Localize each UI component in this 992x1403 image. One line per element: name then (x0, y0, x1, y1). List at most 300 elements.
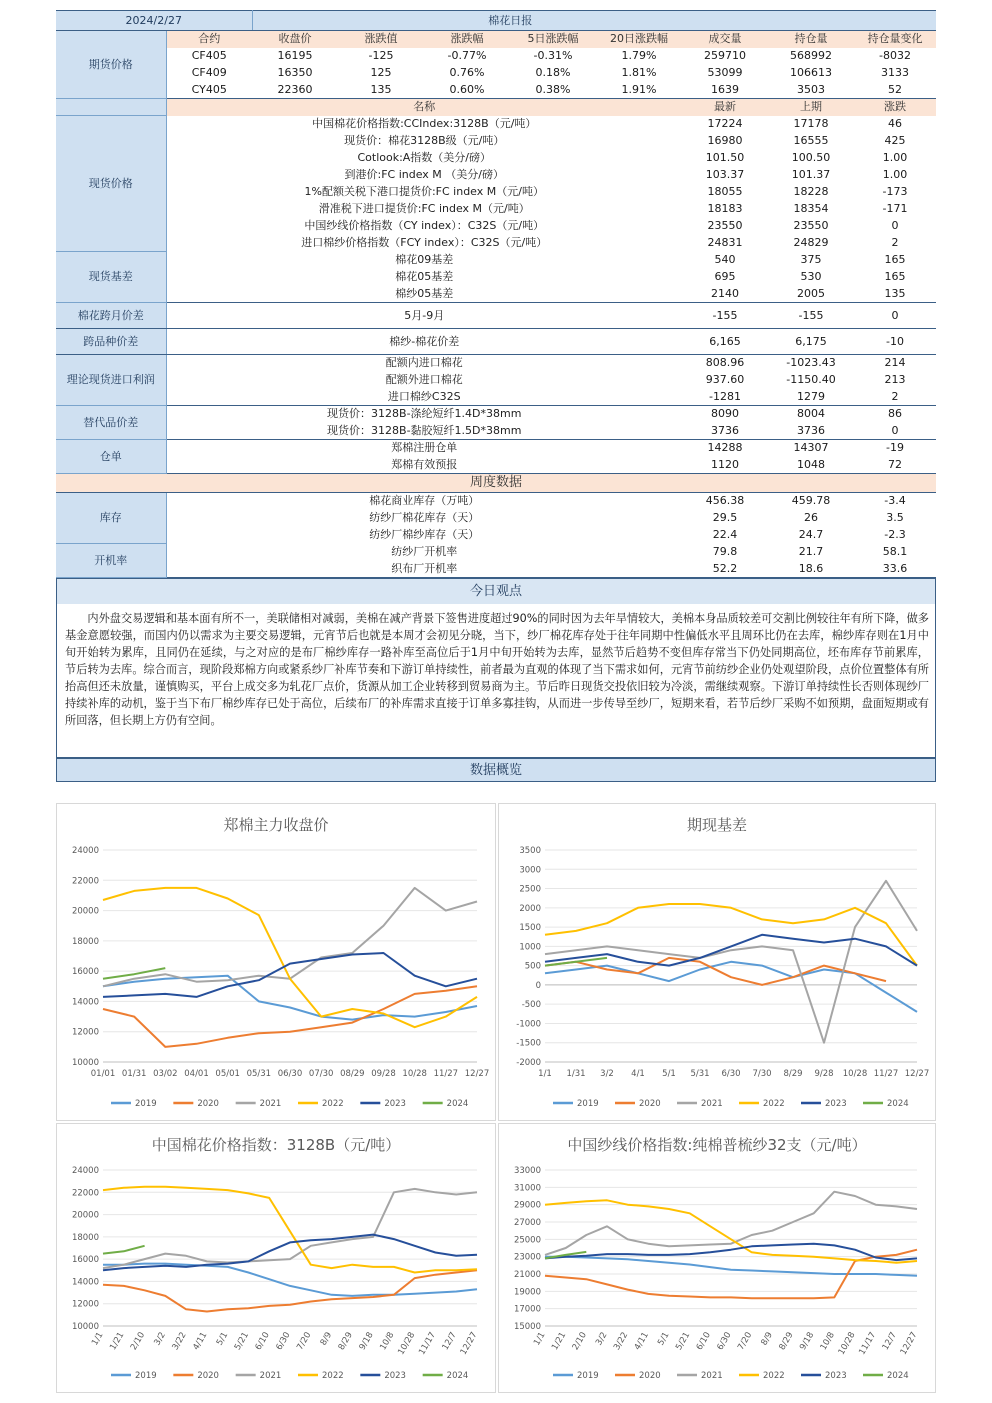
y-tick-label: 21000 (513, 1270, 541, 1280)
row-latest: 6,165 (682, 329, 768, 355)
x-tick-label: 9/18 (798, 1330, 817, 1353)
futures-cell: 135 (338, 82, 424, 99)
table-row (56, 303, 936, 329)
x-tick-label: 3/22 (170, 1330, 189, 1353)
y-tick-label: 27000 (513, 1218, 541, 1228)
y-tick-label: 23000 (513, 1252, 541, 1263)
row-prev: 1048 (768, 457, 854, 474)
x-tick-label: 4/11 (191, 1330, 210, 1353)
report-date: 2024/2/27 (56, 11, 252, 31)
futures-header: 合约 (166, 31, 252, 48)
legend-label: 2019 (135, 1099, 157, 1109)
table-row (56, 11, 936, 31)
row-name: 到港价:FC index M （美分/磅） (344, 168, 504, 181)
x-tick-label: 6/30 (715, 1330, 734, 1353)
row-chg: 58.1 (882, 545, 908, 558)
y-tick-label: 20000 (71, 1210, 99, 1221)
row-latest: 14288 (682, 440, 768, 457)
x-tick-label: 7/30 (752, 1069, 772, 1079)
table-row (56, 372, 936, 389)
legend-label: 2021 (259, 1371, 282, 1381)
table-row (56, 527, 936, 544)
row-latest: 18055 (707, 185, 743, 198)
futures-cell: 16195 (277, 49, 313, 62)
x-tick-label: 12/27 (904, 1069, 930, 1079)
report-table (56, 10, 936, 578)
table-row (56, 329, 936, 355)
futures-cell: 53099 (707, 66, 743, 79)
table-row (56, 252, 936, 269)
row-chg: 46 (888, 117, 903, 130)
x-tick-label: 12/27 (898, 1330, 920, 1357)
legend-label: 2020 (639, 1371, 661, 1381)
row-latest: -155 (682, 303, 768, 329)
row-chg: 86 (854, 406, 936, 423)
row-prev: 26 (804, 511, 819, 524)
table-row (56, 133, 936, 150)
x-tick-label: 11/27 (873, 1069, 899, 1079)
x-tick-label: 1/21 (550, 1330, 569, 1353)
x-tick-label: 6/10 (694, 1330, 713, 1353)
row-chg: -2.3 (884, 528, 906, 541)
series-line-2019 (103, 976, 477, 1020)
futures-cell: 1.79% (621, 49, 657, 62)
opinion-text: 内外盘交易逻辑和基本面有所不一，美联储相对减弱，美棉在减产背景下签售进度超过90%的同时因为去年旱情较大，美棉本身品质较差可交割比例较往年有所下降，做多基金意愿较强，而国内仍以需求为主要交易逻辑，元宵节后也就是本周才会初见分晓，当下，纱厂棉花库存处于往年同期中性偏低水平且周环比仍在去库，棉纱库存则在1月中旬开始转为累库，且同仍在延续，与之对应的是布厂棉纱库存一路补库至高位后于1月中旬开始转为去库，显然节后趋势不变但库存常当下仍处同期高位，坯布库存节前累库，节后转为去库。综合而言，现阶段郑棉方向或紧系纱厂补库节奏和下游订单持续性，前者最为直观的体现了当下需求如何，元宵节前纺纱企业仍处观望阶段，点价位置整体有所抬高但还未放量，谨慎购买，平台上成交多为轧花厂点价，货源从加工企业转移到贸易商为主。节后昨日现货交投依旧较为冷淡，需继续观察。下游订单持续性长否则体现纱厂持续补库的动机，鉴于当下布厂棉纱库存已处于高位，后续布厂的补库需求直接于订单多寡挂钩，从而进一步传导至纱厂，短期来看，若节后纱厂采购不如预期，盘面短期或有所回落，但长期上方仍有空间。 (56, 604, 936, 758)
y-tick-label: 1500 (519, 923, 541, 934)
row-prev: 375 (800, 253, 822, 266)
row-latest: 79.8 (712, 545, 738, 558)
legend-label: 2023 (825, 1099, 847, 1109)
row-chg: 0 (854, 303, 936, 329)
x-tick-label: 5/21 (232, 1330, 252, 1353)
row-name: 中国纱线价格指数（CY index）：C32S（元/吨） (304, 219, 545, 232)
x-tick-label: 10/8 (818, 1330, 837, 1353)
row-latest: 22.4 (712, 528, 738, 541)
legend-label: 2020 (197, 1099, 219, 1109)
futures-header: 5日涨跌幅 (510, 31, 596, 48)
legend-label: 2021 (701, 1099, 723, 1109)
x-tick-label: 5/1 (214, 1330, 231, 1348)
series-line-2022 (545, 904, 917, 966)
series-line-2023 (103, 1235, 477, 1271)
x-tick-label: 3/2 (594, 1330, 610, 1348)
section-label: 棉花跨月价差 (56, 303, 166, 329)
row-prev: 3736 (768, 423, 854, 440)
y-tick-label: 20000 (71, 906, 99, 917)
x-tick-label: 10/28 (836, 1330, 858, 1357)
table-row (56, 440, 936, 457)
section-label: 现货价格 (56, 116, 166, 252)
row-chg: 2 (854, 389, 936, 406)
report-table-body (56, 11, 936, 578)
legend-label: 2023 (384, 1099, 406, 1109)
legend-label: 2024 (887, 1371, 909, 1381)
y-tick-label: 17000 (513, 1304, 541, 1315)
x-tick-label: 11/17 (417, 1330, 439, 1357)
table-row (56, 31, 936, 48)
table-row (56, 235, 936, 252)
row-prev: 24.7 (798, 528, 824, 541)
futures-header: 涨跌值 (338, 31, 424, 48)
row-latest: 540 (714, 253, 736, 266)
row-latest: 18183 (707, 202, 743, 215)
row-name: 现货价：棉花3128B级（元/吨） (344, 134, 505, 147)
y-tick-label: 10000 (71, 1058, 99, 1068)
row-latest: 16980 (707, 134, 743, 147)
x-tick-label: 5/1 (656, 1330, 672, 1348)
legend-label: 2024 (446, 1371, 469, 1381)
row-chg: -10 (854, 329, 936, 355)
table-row (56, 48, 936, 65)
legend-label: 2023 (825, 1371, 847, 1381)
y-tick-label: 1000 (519, 942, 541, 953)
row-name: 郑棉注册仓单 (166, 440, 682, 457)
futures-header: 20日涨跌幅 (596, 31, 682, 48)
x-tick-label: 5/31 (690, 1069, 710, 1079)
row-chg: 213 (884, 373, 906, 386)
row-name: 进口棉纱价格指数（FCY index）：C32S（元/吨） (301, 236, 548, 249)
row-latest: 52.2 (682, 561, 768, 578)
x-tick-label: 03/02 (153, 1069, 178, 1079)
x-tick-label: 8/29 (336, 1330, 355, 1353)
row-name: Cotlook:A指数（美分/磅） (357, 151, 492, 164)
futures-cell: 22360 (252, 82, 338, 99)
row-prev: 459.78 (791, 494, 831, 508)
x-tick-label: 8/9 (759, 1330, 775, 1348)
x-tick-label: 04/01 (184, 1069, 209, 1079)
legend-label: 2020 (197, 1371, 219, 1381)
x-tick-label: 5/1 (662, 1069, 676, 1079)
x-tick-label: 1/1 (532, 1330, 548, 1348)
row-latest: 8090 (682, 406, 768, 423)
table-row (56, 423, 936, 440)
chart-title: 中国棉花价格指数：3128B（元/吨） (151, 1136, 401, 1154)
chart-yarn-index-c32s (498, 1123, 936, 1393)
x-tick-label: 10/8 (378, 1330, 397, 1353)
row-latest: 937.60 (705, 373, 745, 386)
table-row (56, 99, 936, 116)
row-name: 织布厂开机率 (166, 561, 682, 578)
x-tick-label: 01/31 (121, 1069, 147, 1079)
futures-cell: -125 (368, 49, 394, 62)
x-tick-label: 9/18 (357, 1330, 376, 1353)
section-futures: 期货价格 (56, 31, 166, 99)
weekly-title: 周度数据 (56, 474, 936, 493)
y-tick-label: 2500 (519, 884, 541, 895)
x-tick-label: 10/28 (842, 1069, 868, 1079)
spot-header-name: 名称 (166, 99, 682, 116)
table-row (56, 510, 936, 527)
chart-svg (57, 804, 495, 1120)
row-latest: -1281 (682, 389, 768, 406)
row-name: 纺纱厂棉花库存（天） (369, 511, 480, 524)
table-row (56, 116, 936, 133)
row-latest: 103.37 (705, 168, 745, 181)
legend-label: 2022 (322, 1099, 344, 1109)
row-chg: 3.5 (886, 511, 904, 524)
x-tick-label: 7/20 (295, 1330, 314, 1353)
section-label: 开机率 (56, 544, 166, 578)
table-row (56, 65, 936, 82)
row-latest: 101.50 (705, 151, 745, 164)
y-tick-label: 25000 (513, 1235, 541, 1246)
row-chg: 33.6 (854, 561, 936, 578)
legend-label: 2023 (384, 1371, 406, 1381)
title-spacer (768, 11, 936, 31)
row-name: 现货价：3128B-涤纶短纤1.4D*38mm (166, 406, 682, 423)
legend-label: 2022 (763, 1371, 785, 1381)
opinion-title: 今日观点 (56, 578, 936, 604)
y-tick-label: 16000 (71, 1255, 99, 1266)
series-line-2022 (545, 1200, 917, 1262)
y-tick-label: 14000 (71, 1277, 99, 1288)
x-tick-label: 2/10 (128, 1330, 148, 1353)
row-name: 棉纱-棉花价差 (166, 329, 682, 355)
row-prev: -1150.40 (786, 373, 836, 386)
row-prev: 530 (800, 270, 822, 283)
futures-cell: -8032 (879, 49, 912, 62)
row-latest: 17224 (707, 117, 743, 130)
y-tick-label: 0 (535, 980, 541, 991)
table-row (56, 544, 936, 561)
x-tick-label: 3/2 (600, 1069, 614, 1079)
chart-basis (498, 803, 936, 1121)
row-name: 滑准税下进口提货价:FC index M（元/吨） (318, 202, 530, 215)
daily-report-sheet (56, 10, 936, 782)
row-chg: 165 (884, 253, 906, 266)
row-name: 配额外进口棉花 (385, 373, 463, 386)
row-name: 郑棉有效预报 (166, 457, 682, 474)
spot-header-chg: 涨跌 (854, 99, 936, 116)
section-label: 替代品价差 (56, 406, 166, 440)
row-prev: 1279 (768, 389, 854, 406)
chart-title: 期现基差 (686, 816, 748, 834)
x-tick-label: 1/1 (538, 1069, 552, 1079)
row-prev: 8004 (768, 406, 854, 423)
y-tick-label: 19000 (513, 1287, 541, 1298)
x-tick-label: 12/7 (440, 1330, 459, 1353)
section-label: 仓单 (56, 440, 166, 474)
row-chg: 72 (854, 457, 936, 474)
y-tick-label: 24000 (71, 1166, 99, 1176)
y-tick-label: 15000 (513, 1322, 541, 1332)
row-prev: 18354 (793, 202, 829, 215)
row-name: 5月-9月 (166, 303, 682, 329)
y-tick-label: 24000 (71, 846, 99, 856)
x-tick-label: 12/27 (458, 1330, 480, 1357)
row-chg: -173 (882, 185, 908, 198)
x-tick-label: 01/01 (90, 1069, 116, 1079)
chart-zce-main-close (56, 803, 496, 1121)
row-prev: 16555 (793, 134, 829, 147)
y-tick-label: 12000 (71, 1027, 99, 1038)
table-row (56, 355, 936, 372)
table-row (56, 82, 936, 99)
row-prev: 101.37 (791, 168, 831, 181)
futures-cell: 0.76% (449, 66, 485, 79)
chart-svg (57, 1124, 495, 1392)
x-tick-label: 05/01 (215, 1069, 240, 1079)
x-tick-label: 6/30 (721, 1069, 741, 1079)
futures-cell: CF405 (191, 49, 227, 62)
table-row (56, 167, 936, 184)
futures-cell: 568992 (790, 49, 833, 62)
row-prev: 100.50 (791, 151, 831, 164)
x-tick-label: 12/7 (880, 1330, 899, 1353)
x-tick-label: 6/30 (274, 1330, 293, 1353)
x-tick-label: 3/2 (152, 1330, 168, 1348)
y-tick-label: 12000 (71, 1299, 99, 1310)
x-tick-label: 4/11 (632, 1330, 651, 1353)
row-latest: 2140 (682, 286, 768, 303)
table-row (56, 218, 936, 235)
row-prev: 14307 (768, 440, 854, 457)
row-chg: -3.4 (884, 494, 906, 508)
legend-label: 2019 (135, 1371, 157, 1381)
series-line-2021 (103, 1189, 477, 1268)
x-tick-label: 10/28 (402, 1069, 427, 1079)
x-tick-label: 5/21 (674, 1330, 693, 1353)
futures-header: 涨跌幅 (424, 31, 510, 48)
series-line-2024 (545, 958, 607, 966)
x-tick-label: 7/20 (736, 1330, 755, 1353)
row-chg: 214 (854, 355, 936, 372)
legend-label: 2021 (701, 1371, 723, 1381)
row-latest: 695 (714, 270, 736, 283)
row-name: 棉花05基差 (395, 270, 454, 283)
row-name: 现货价：3128B-黏胶短纤1.5D*38mm (166, 423, 682, 440)
futures-cell: 106613 (790, 66, 833, 79)
row-name: 纺纱厂棉纱库存（天） (369, 528, 480, 541)
table-row (56, 561, 936, 578)
futures-cell: -0.31% (533, 49, 573, 62)
chart-svg (499, 1124, 935, 1392)
chart-title: 郑棉主力收盘价 (223, 816, 329, 834)
row-prev: 6,175 (768, 329, 854, 355)
y-tick-label: 31000 (513, 1183, 541, 1194)
row-name: 配额内进口棉花 (166, 355, 682, 372)
row-chg: 425 (884, 134, 906, 147)
y-tick-label: -1500 (516, 1038, 541, 1049)
futures-cell: CY405 (166, 82, 252, 99)
row-name: 棉花09基差 (395, 253, 454, 266)
legend-label: 2024 (446, 1099, 469, 1109)
section-blank (56, 99, 166, 116)
x-tick-label: 12/27 (464, 1069, 490, 1079)
chart-svg (499, 804, 935, 1120)
x-tick-label: 11/27 (433, 1069, 459, 1079)
futures-cell: 52 (854, 82, 936, 99)
row-chg: 0 (854, 423, 936, 440)
legend-label: 2022 (763, 1099, 785, 1109)
row-prev: 23550 (793, 219, 829, 232)
y-tick-label: -1000 (516, 1019, 541, 1030)
row-latest: 24831 (707, 236, 743, 249)
row-prev: 18.6 (768, 561, 854, 578)
futures-header: 持仓量 (768, 31, 854, 48)
x-tick-label: 8/9 (318, 1330, 335, 1348)
futures-cell: 125 (370, 66, 392, 79)
row-name: 纺纱厂开机率 (391, 545, 458, 558)
x-tick-label: 4/1 (631, 1069, 645, 1079)
futures-cell: -0.77% (447, 49, 487, 62)
row-chg: 165 (884, 270, 906, 283)
section-label: 库存 (56, 493, 166, 544)
chart-cotton-index-3128b (56, 1123, 496, 1393)
futures-cell: 0.60% (424, 82, 510, 99)
x-tick-label: 8/29 (783, 1069, 803, 1079)
row-latest: 23550 (707, 219, 743, 232)
futures-cell: 3133 (881, 66, 910, 79)
row-chg: -171 (882, 202, 908, 215)
x-tick-label: 07/30 (308, 1069, 334, 1079)
spot-header-latest: 最新 (682, 99, 768, 116)
futures-cell: 0.18% (535, 66, 571, 79)
futures-cell: 3503 (768, 82, 854, 99)
x-tick-label: 11/17 (857, 1330, 879, 1357)
table-row (56, 389, 936, 406)
row-latest: 29.5 (712, 511, 738, 524)
y-tick-label: 3500 (519, 846, 541, 856)
row-chg: 1.00 (882, 168, 908, 181)
table-row (56, 184, 936, 201)
row-prev: -155 (768, 303, 854, 329)
futures-cell: 1.81% (621, 66, 657, 79)
row-name: 棉花商业库存（万吨） (369, 494, 480, 508)
row-chg: 0 (891, 219, 899, 232)
y-tick-label: 3000 (519, 865, 541, 876)
x-tick-label: 3/22 (612, 1330, 631, 1353)
row-prev: 2005 (768, 286, 854, 303)
futures-cell: 0.38% (510, 82, 596, 99)
table-row (56, 474, 936, 493)
chart-title: 中国纱线价格指数:纯棉普梳纱32支（元/吨） (567, 1136, 867, 1154)
x-tick-label: 10/28 (396, 1330, 418, 1357)
futures-cell: 16350 (277, 66, 313, 79)
x-tick-label: 6/10 (253, 1330, 272, 1353)
y-tick-label: 18000 (71, 936, 99, 947)
section-label: 现货基差 (56, 252, 166, 303)
x-tick-label: 1/31 (566, 1069, 586, 1079)
y-tick-label: 14000 (71, 997, 99, 1008)
series-line-2024 (103, 1246, 145, 1254)
row-chg: 1.00 (882, 151, 908, 164)
table-row (56, 457, 936, 474)
legend-label: 2021 (259, 1099, 282, 1109)
table-row (56, 201, 936, 218)
y-tick-label: 22000 (71, 1188, 99, 1199)
table-row (56, 286, 936, 303)
futures-cell: CF409 (191, 66, 227, 79)
x-tick-label: 9/28 (814, 1069, 834, 1079)
row-name: 中国棉花价格指数:CCIndex:3128B（元/吨） (312, 117, 537, 130)
series-line-2020 (103, 1270, 477, 1311)
x-tick-label: 09/28 (371, 1069, 396, 1079)
row-prev: -1023.43 (768, 355, 854, 372)
y-tick-label: -500 (521, 1000, 541, 1011)
y-tick-label: -2000 (516, 1058, 541, 1068)
series-line-2019 (103, 1264, 477, 1296)
y-tick-label: 500 (524, 961, 541, 972)
y-tick-label: 18000 (71, 1232, 99, 1243)
legend-label: 2020 (639, 1099, 661, 1109)
x-tick-label: 1/21 (108, 1330, 127, 1353)
row-prev: 24829 (793, 236, 829, 249)
section-label: 跨品种价差 (56, 329, 166, 355)
legend-label: 2019 (577, 1099, 599, 1109)
y-tick-label: 33000 (513, 1166, 541, 1176)
y-tick-label: 2000 (519, 903, 541, 914)
